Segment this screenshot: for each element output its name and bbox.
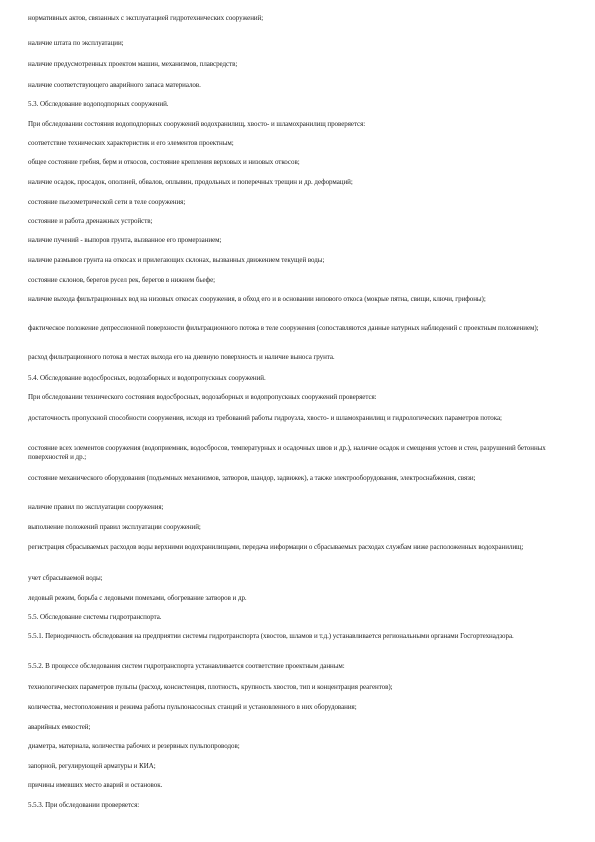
text-line: аварийных емкостей; [28,723,91,731]
text-line: учет сбрасываемой воды; [28,574,103,582]
text-line: фактическое положение депрессионной поверхности фильтрационного потока в теле сооружения (сопоставляются данные натурных наблюдений с проектным положением); [28,324,539,332]
section-heading: 5.3. Обследование водоподпорных сооружений. [28,100,169,108]
text-line: состояние и работа дренажных устройств; [28,217,153,225]
text-line: состояние механического оборудования (подъемных механизмов, затворов, шандор, задвижек), а также электрооборудования, электроснабжения, связи; [28,474,476,482]
text-line: наличие осадок, просадок, оползней, обвалов, оплывин, продольных и поперечных трещин и др. деформаций; [28,178,353,186]
text-line: регистрация сбрасываемых расходов воды верхними водохранилищами, передача информации о сбрасываемых расходах службам ниже расположенных водохранилищ; [28,543,524,551]
text-line: причины имевших место аварий и остановок. [28,781,163,789]
text-line: общее состояние гребня, берм и откосов, состояние крепления верховых и низовых откосов; [28,158,300,166]
text-line: достаточность пропускной способности сооружения, исходя из требований работы гидроузла, хвосто- и шламохранилищ и гидрологических параметров потока; [28,414,502,422]
text-line: наличие предусмотренных проектом машин, механизмов, плавсредств; [28,60,238,68]
section-heading: 5.5. Обследование системы гидротранспорта. [28,613,162,621]
text-line: выполнение положений правил эксплуатации сооружений; [28,523,201,531]
section-heading: 5.4. Обследование водосбросных, водозаборных и водопропускных сооружений. [28,374,266,382]
text-line: диаметра, материала, количества рабочих и резервных пульпопроводов; [28,742,240,750]
text-line: наличие выхода фильтрационных вод на низовых откосах сооружения, в обход его и в основании низового откоса (мокрые пятна, свищи, ключи, грифоны); [28,295,486,303]
text-line: При обследовании технического состояния водосбросных, водозаборных и водопропускных сооружений проверяется: [28,393,377,401]
text-line: состояние пьезометрической сети в теле сооружения; [28,198,186,206]
text-line: запорной, регулирующей арматуры и КИА; [28,762,156,770]
text-line: соответствие технических характеристик и его элементов проектным; [28,139,234,147]
text-line: технологических параметров пульпы (расход, консистенция, плотность, крупность хвостов, тип и концентрация реагентов); [28,683,393,691]
text-line: наличие правил по эксплуатации сооружения; [28,503,164,511]
text-line: 5.5.2. В процессе обследования систем гидротранспорта устанавливается соответствие проектным данным: [28,662,345,670]
text-line: нормативных актов, связанных с эксплуатацией гидротехнических сооружений; [28,14,264,22]
text-line: ледовый режим, борьба с ледовыми помехами, обогревание затворов и др. [28,594,247,602]
text-line: наличие пучений - выпоров грунта, вызванное его промерзанием; [28,236,222,244]
text-line: наличие соответствующего аварийного запаса материалов. [28,81,201,89]
text-line: расход фильтрационного потока в местах выхода его на дневную поверхность и наличие выноса грунта. [28,353,335,361]
text-line: наличие размывов грунта на откосах и прилегающих склонах, вызванных движением текущей воды; [28,256,325,264]
text-line: 5.5.1. Периодичность обследования на предприятии системы гидротранспорта (хвостов, шламов и т.д.) устанавливается региональными органами Госгортехнадзора. [28,632,514,640]
text-line: 5.5.3. При обследовании проверяется: [28,801,140,809]
text-line: состояние склонов, берегов русел рек, берегов в нижнем бьефе; [28,276,216,284]
text-line: наличие штата по эксплуатации; [28,39,124,47]
text-line: При обследовании состояния водоподпорных сооружений водохранилищ, хвосто- и шламохранилищ проверяется: [28,120,366,128]
text-line: количества, местоположения и режима работы пульпонасосных станций и установленного в них оборудования; [28,703,357,711]
text-line: состояние всех элементов сооружения (водоприемник, водосбросов, температурных и осадочных швов и др.), наличие осадок и смещения устоев и стен, разрушений бетонных поверхностей и др.; [28,444,546,461]
